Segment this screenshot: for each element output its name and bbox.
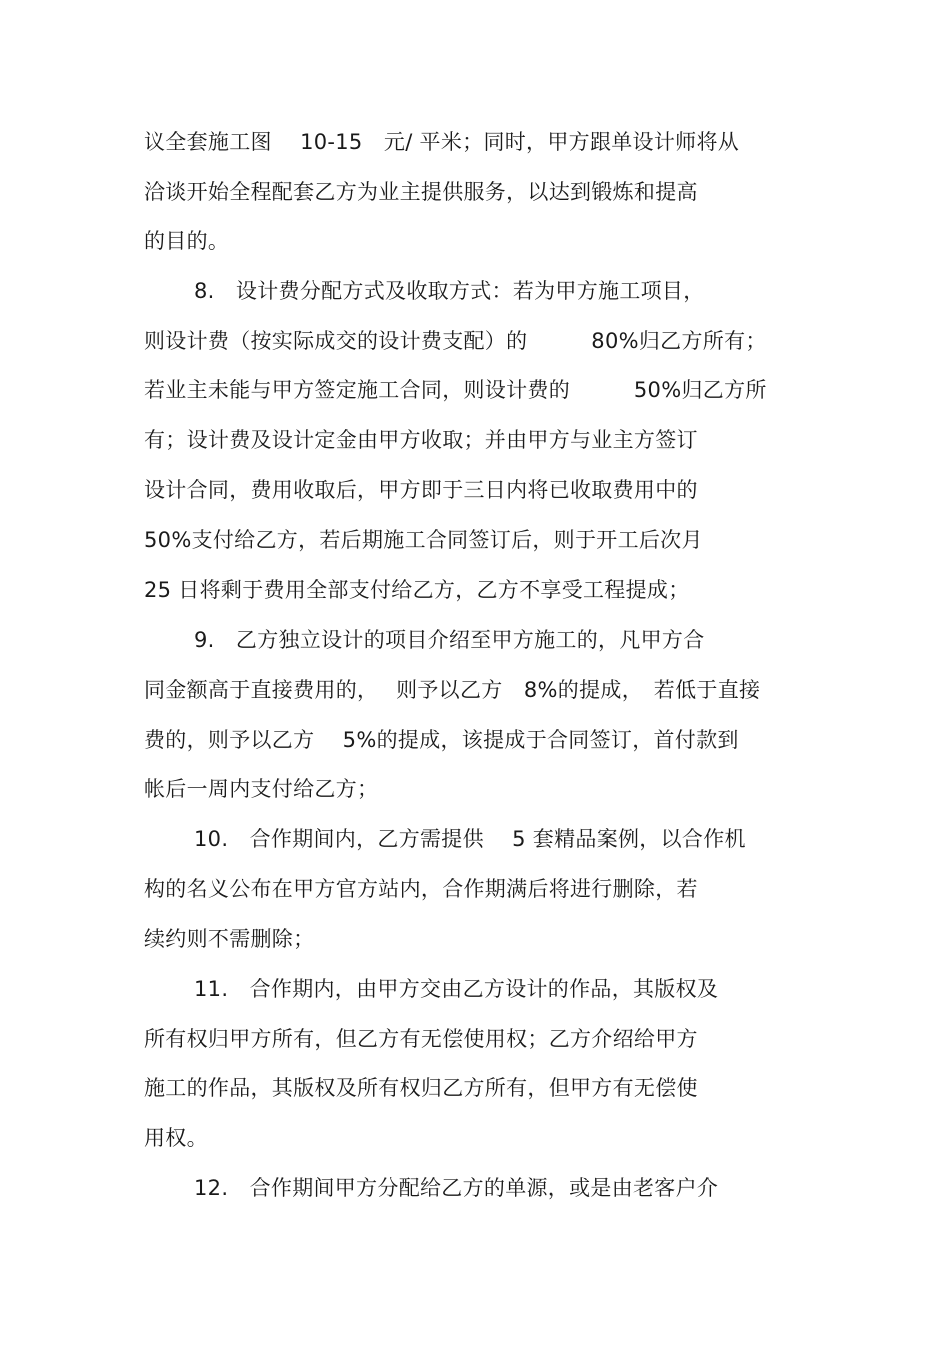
text-line: 若业主未能与甲方签定施工合同，则设计费的 50%归乙方所 [144,378,767,402]
text-line: 用权。 [144,1126,208,1150]
text-line: 同金额高于直接费用的， 则予以乙方 8%的提成， 若低于直接 [144,678,761,702]
text-line: 25 日将剩于费用全部支付给乙方，乙方不享受工程提成； [144,578,690,602]
text-line: 所有权归甲方所有，但乙方有无偿使用权；乙方介绍给甲方 [144,1027,698,1051]
text-line: 续约则不需删除； [144,927,315,951]
text-line: 议全套施工图 10-15 元/ 平米；同时，甲方跟单设计师将从 [144,130,740,154]
text-line: 施工的作品，其版权及所有权归乙方所有，但甲方有无偿使 [144,1076,698,1100]
text-line: 设计合同，费用收取后，甲方即于三日内将已收取费用中的 [144,478,698,502]
clause-11-heading: 11. 合作期内，由甲方交由乙方设计的作品，其版权及 [194,977,719,1001]
clause-9-heading: 9. 乙方独立设计的项目介绍至甲方施工的，凡甲方合 [194,628,705,652]
text-line: 的目的。 [144,229,230,253]
text-line: 50%支付给乙方，若后期施工合同签订后，则于开工后次月 [144,528,703,552]
clause-12-heading: 12. 合作期间甲方分配给乙方的单源，或是由老客户介 [194,1176,719,1200]
text-line: 则设计费（按实际成交的设计费支配）的 80%归乙方所有； [144,329,767,353]
clause-10-heading: 10. 合作期间内，乙方需提供 5 套精品案例，以合作机 [194,827,746,851]
text-line: 有；设计费及设计定金由甲方收取；并由甲方与业主方签订 [144,428,698,452]
text-line: 洽谈开始全程配套乙方为业主提供服务，以达到锻炼和提高 [144,180,698,204]
text-line: 构的名义公布在甲方官方站内，合作期满后将进行删除，若 [144,877,698,901]
text-line: 费的，则予以乙方 5%的提成，该提成于合同签订，首付款到 [144,728,739,752]
text-line: 帐后一周内支付给乙方； [144,777,379,801]
clause-8-heading: 8. 设计费分配方式及收取方式：若为甲方施工项目， [194,279,705,303]
